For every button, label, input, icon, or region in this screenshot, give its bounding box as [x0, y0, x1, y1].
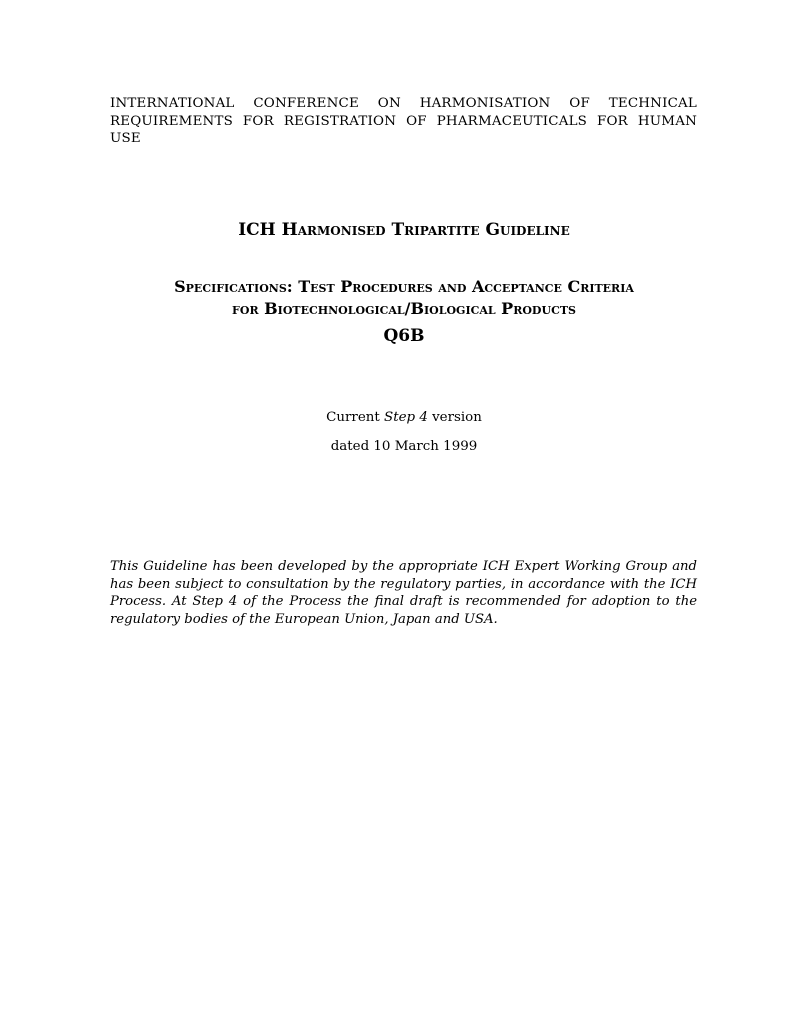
- conference-header-line-3: USE: [110, 131, 141, 146]
- specification-title: [0, 276, 787, 320]
- conference-header: [110, 95, 697, 148]
- conference-header-line-2: REQUIREMENTS FOR REGISTRATION OF PHARMACEUTICALS FOR HUMAN: [110, 113, 697, 129]
- specification-title-line-2: for Biotechnological/Biological Products: [232, 299, 576, 318]
- version-line: [0, 410, 787, 425]
- guideline-title: ICH Harmonised Tripartite Guideline: [238, 220, 570, 240]
- guideline-code: Q6B: [383, 326, 425, 346]
- conference-header-line-1: INTERNATIONAL CONFERENCE ON HARMONISATION OF TECHNICAL: [110, 96, 697, 111]
- version-prefix: Current: [326, 410, 385, 425]
- guideline-description: This Guideline has been developed by the appropriate ICH Expert Working Group and has been subject to consultation by the regulatory parties, in accordance with the ICH Process. At Step 4 of the Process the final draft is recommended for adoption to the regulatory bodies of the European Union, Japan and USA.: [110, 559, 697, 627]
- version-step: Step 4: [384, 410, 428, 425]
- date-line: dated 10 March 1999: [330, 439, 478, 454]
- version-suffix: version: [427, 410, 482, 425]
- specification-title-line-1: Specifications: Test Procedures and Acceptance Criteria: [174, 277, 634, 296]
